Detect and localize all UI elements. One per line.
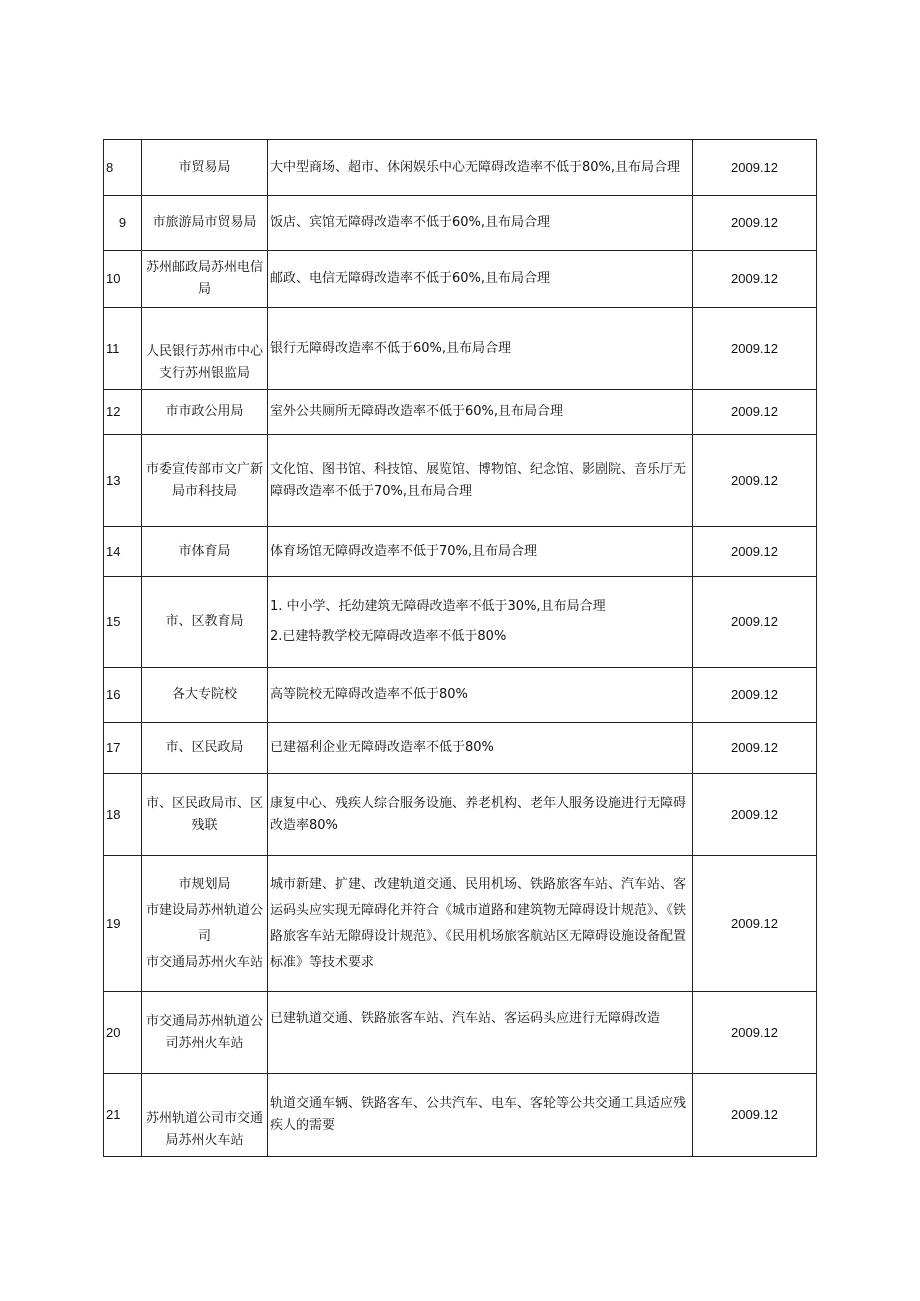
table-row — [104, 140, 817, 196]
requirement-line: 1. 中小学、托幼建筑无障碍改造率不低于30%,且布局合理 — [270, 599, 606, 614]
department: 苏州邮政局苏州电信局 — [142, 251, 268, 308]
department-line: 市建设局苏州轨道公司 — [145, 902, 263, 944]
requirement: 银行无障碍改造率不低于60%,且布局合理 — [268, 308, 693, 390]
table-row — [104, 308, 817, 390]
deadline: 2009.12 — [693, 723, 817, 774]
row-number: 11 — [104, 308, 142, 390]
deadline: 2009.12 — [693, 308, 817, 390]
deadline: 2009.12 — [693, 390, 817, 435]
requirement: 康复中心、残疾人综合服务设施、养老机构、老年人服务设施进行无障碍改造率80% — [268, 774, 693, 856]
row-number: 10 — [104, 251, 142, 308]
table-row — [104, 251, 817, 308]
deadline: 2009.12 — [693, 992, 817, 1074]
department: 市旅游局市贸易局 — [142, 196, 268, 251]
requirement — [268, 577, 693, 668]
department: 市、区教育局 — [142, 577, 268, 668]
requirement: 体育场馆无障碍改造率不低于70%,且布局合理 — [268, 527, 693, 577]
department — [142, 856, 268, 992]
department: 各大专院校 — [142, 668, 268, 723]
table-row — [104, 435, 817, 527]
table-row — [104, 668, 817, 723]
deadline: 2009.12 — [693, 774, 817, 856]
department: 苏州轨道公司市交通局苏州火车站 — [142, 1074, 268, 1157]
table-row — [104, 527, 817, 577]
department-line: 市交通局苏州火车站 — [145, 954, 263, 970]
deadline: 2009.12 — [693, 435, 817, 527]
requirement: 文化馆、图书馆、科技馆、展览馆、博物馆、纪念馆、影剧院、音乐厅无障碍改造率不低于70%,且布局合理 — [268, 435, 693, 527]
deadline: 2009.12 — [693, 251, 817, 308]
row-number: 14 — [104, 527, 142, 577]
deadline: 2009.12 — [693, 140, 817, 196]
row-number: 18 — [104, 774, 142, 856]
deadline: 2009.12 — [693, 527, 817, 577]
requirement: 已建福利企业无障碍改造率不低于80% — [268, 723, 693, 774]
deadline: 2009.12 — [693, 577, 817, 668]
requirement: 大中型商场、超市、休闲娱乐中心无障碍改造率不低于80%,且布局合理 — [268, 140, 693, 196]
row-number: 9 — [104, 196, 142, 251]
deadline: 2009.12 — [693, 196, 817, 251]
department-line: 市规划局 — [178, 876, 231, 892]
deadline: 2009.12 — [693, 668, 817, 723]
row-number: 16 — [104, 668, 142, 723]
deadline: 2009.12 — [693, 1074, 817, 1157]
department: 市市政公用局 — [142, 390, 268, 435]
row-number: 8 — [104, 140, 142, 196]
requirement: 室外公共厕所无障碍改造率不低于60%,且布局合理 — [268, 390, 693, 435]
department: 人民银行苏州市中心支行苏州银监局 — [142, 308, 268, 390]
department: 市、区民政局 — [142, 723, 268, 774]
requirement: 轨道交通车辆、铁路客车、公共汽车、电车、客轮等公共交通工具适应残疾人的需要 — [268, 1074, 693, 1157]
row-number: 17 — [104, 723, 142, 774]
table-row — [104, 856, 817, 992]
table-row — [104, 390, 817, 435]
department: 市贸易局 — [142, 140, 268, 196]
responsibility-table — [103, 139, 817, 1157]
requirement: 高等院校无障碍改造率不低于80% — [268, 668, 693, 723]
department: 市体育局 — [142, 527, 268, 577]
table-row — [104, 1074, 817, 1157]
table-row — [104, 723, 817, 774]
deadline: 2009.12 — [693, 856, 817, 992]
row-number: 12 — [104, 390, 142, 435]
table-row — [104, 577, 817, 668]
requirement: 已建轨道交通、铁路旅客车站、汽车站、客运码头应进行无障碍改造 — [268, 992, 693, 1074]
department: 市委宣传部市文广新局市科技局 — [142, 435, 268, 527]
table-row — [104, 774, 817, 856]
requirement: 邮政、电信无障碍改造率不低于60%,且布局合理 — [268, 251, 693, 308]
table-row — [104, 196, 817, 251]
requirement: 饭店、宾馆无障碍改造率不低于60%,且布局合理 — [268, 196, 693, 251]
department: 市交通局苏州轨道公司苏州火车站 — [142, 992, 268, 1074]
row-number: 19 — [104, 856, 142, 992]
requirement-line: 2.已建特教学校无障碍改造率不低于80% — [270, 629, 507, 644]
department: 市、区民政局市、区残联 — [142, 774, 268, 856]
table-row — [104, 992, 817, 1074]
row-number: 20 — [104, 992, 142, 1074]
row-number: 13 — [104, 435, 142, 527]
requirement: 城市新建、扩建、改建轨道交通、民用机场、铁路旅客车站、汽车站、客运码头应实现无障碍化并符合《城市道路和建筑物无障碍设计规范》、《铁路旅客车站无隙碍设计规范》、《民用机场旅客航站区无障碍设施设备配置标准》等技术要求 — [268, 856, 693, 992]
row-number: 21 — [104, 1074, 142, 1157]
row-number: 15 — [104, 577, 142, 668]
